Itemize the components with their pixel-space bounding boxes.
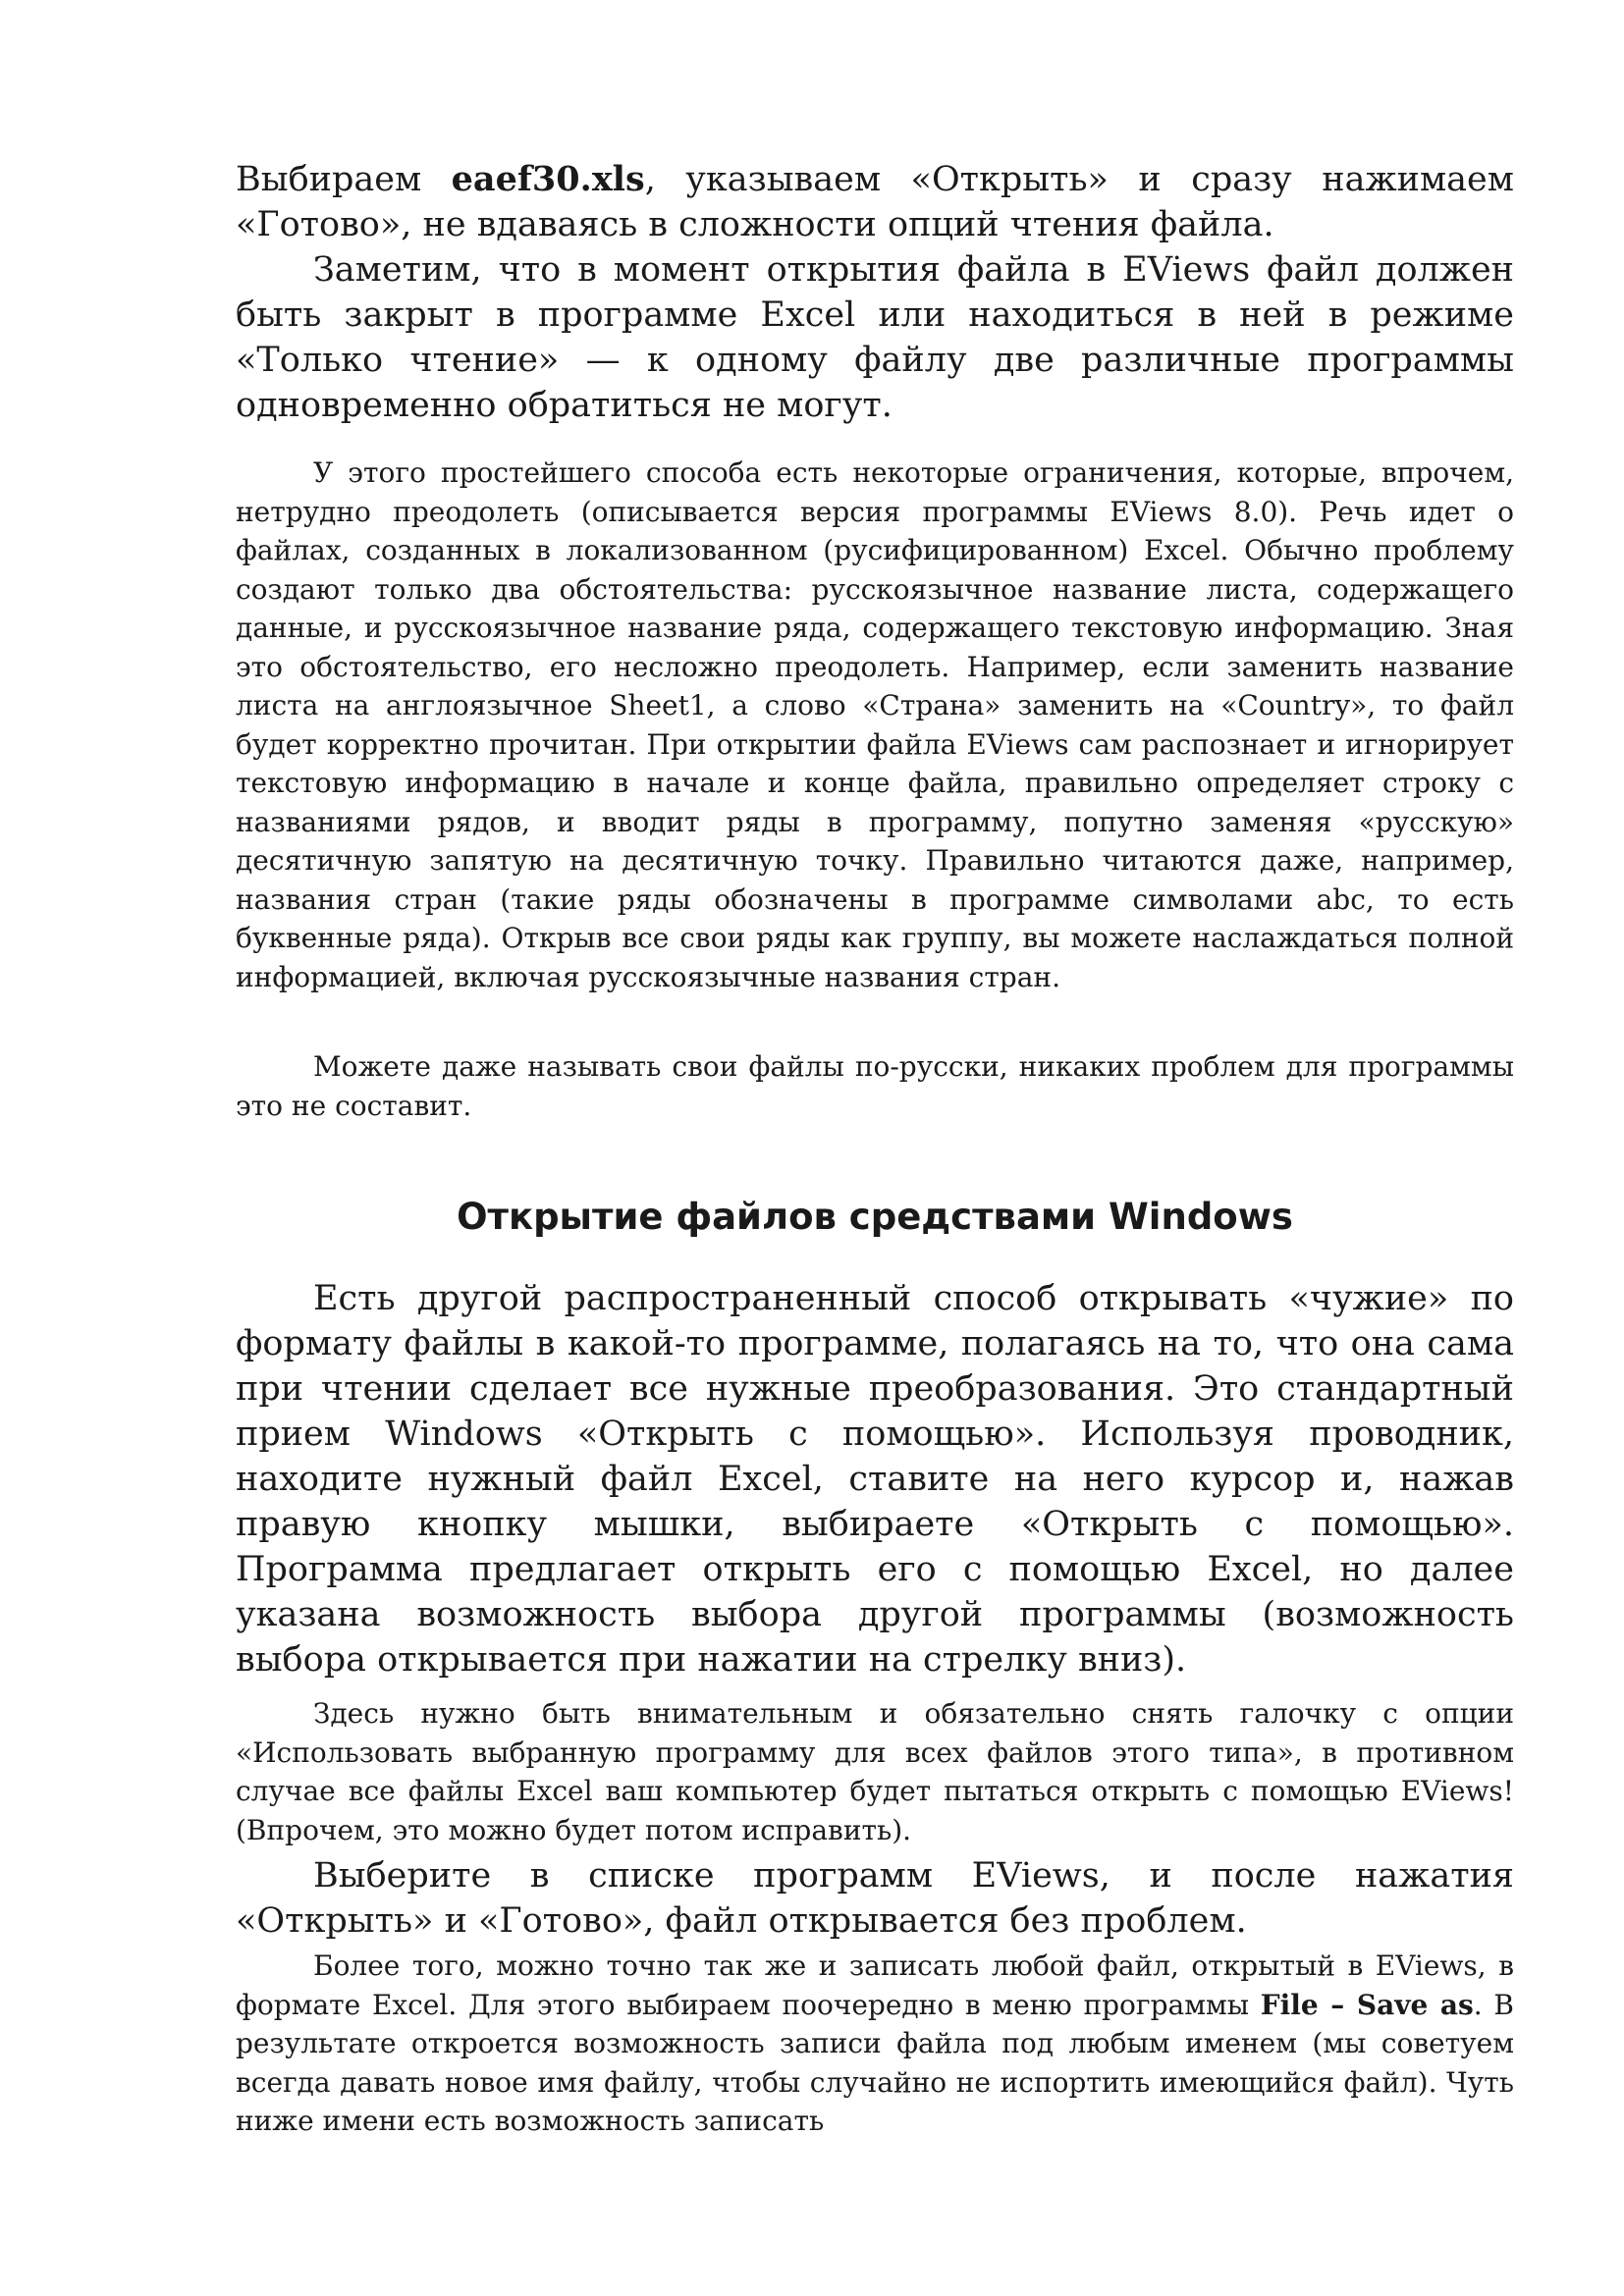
note-save-as-excel <box>236 1947 1514 2141</box>
note-limitations: У этого простейшего способа есть некоторые ограничения, которые, впрочем, нетрудно преодолеть (описывается версия программы EViews 8.0). Речь идет о файлах, созданных в локализованном (русифицированном) Excel. Обычно проблему создают только два обстоятельства: русскоязычное название листа, содержащего данные, и русскоязычное название ряда, содержащего текстовую информацию. Зная это обстоятельство, его несложно преодолеть. Например, если заменить название листа на англоязычное Sheet1, а слово «Страна» заменить на «Country», то файл будет корректно прочитан. При открытии файла EViews сам распознает и игнорирует текстовую информацию в начале и конце файла, правильно определяет строку с названиями рядов, и вводит ряды в программу, попутно заменяя «русскую» десятичную запятую на десятичную точку. Правильно читаются даже, например, названия стран (такие ряды обозначены в программе символами abc, то есть буквенные ряда). Открыв все свои ряды как группу, вы можете наслаждаться полной информацией, включая русскоязычные названия стран. <box>236 456 1514 993</box>
note-save-as-text: Более того, можно точно так же и записать любой файл, открытый в EViews, в формате Excel. Для этого выбираем поочередно в меню программы <box>236 1949 1514 2021</box>
paragraph-open-file-text: Выбираем <box>236 160 452 199</box>
note-russian-names: Можете даже называть свои файлы по-русски, никаких проблем для программы это не составит. <box>236 1050 1514 1122</box>
paragraph-open-with: Есть другой распространенный способ открывать «чужие» по формату файлы в какой-то программе, полагаясь на то, что она сама при чтении сделает все нужные преобразования. Это стандартный прием Windows «Открыть с помощью». Используя проводник, находите нужный файл Excel, ставите на него курсор и, нажав правую кнопку мышки, выбираете «Открыть с помощью». Программа предлагает открыть его с помощью Excel, но далее указана возможность выбора другой программы (возможность выбора открывается при нажатии на стрелку вниз). <box>236 1279 1514 1680</box>
paragraph-choose-eviews: Выберите в списке программ EViews, и после нажатия «Открыть» и «Готово», файл открывается без проблем. <box>236 1856 1514 1941</box>
note-checkbox-warning: Здесь нужно быть внимательным и обязательно снять галочку с опции «Использовать выбранную программу для всех файлов этого типа», в противном случае все файлы Excel ваш компьютер будет пытаться открыть с помощью EViews! (Впрочем, это можно будет потом исправить). <box>236 1697 1514 1846</box>
note-save-as-text-cont: . В результате откроется возможность записи файла под любым именем (мы советуем всегда давать новое имя файлу, чтобы случайно не испортить имеющийся файл). Чуть ниже имени есть возможность записать <box>236 1988 1514 2137</box>
file-name-emphasis: eaef30.xls <box>451 159 645 199</box>
section-heading: Открытие файлов средствами Windows <box>457 1196 1293 1238</box>
paragraph-file-closed: Заметим, что в момент открытия файла в EViews файл должен быть закрыт в программе Excel или находиться в ней в режиме «Только чтение» — к одному файлу две различные программы одновременно обратиться не могут. <box>236 250 1514 425</box>
paragraph-open-file <box>236 157 1514 247</box>
paragraph-open-file-text-cont: , указываем «Открыть» и сразу нажимаем «Готово», не вдаваясь в сложности опций чтения файла. <box>236 160 1514 244</box>
menu-path-emphasis: File – Save as <box>1260 1988 1474 2021</box>
